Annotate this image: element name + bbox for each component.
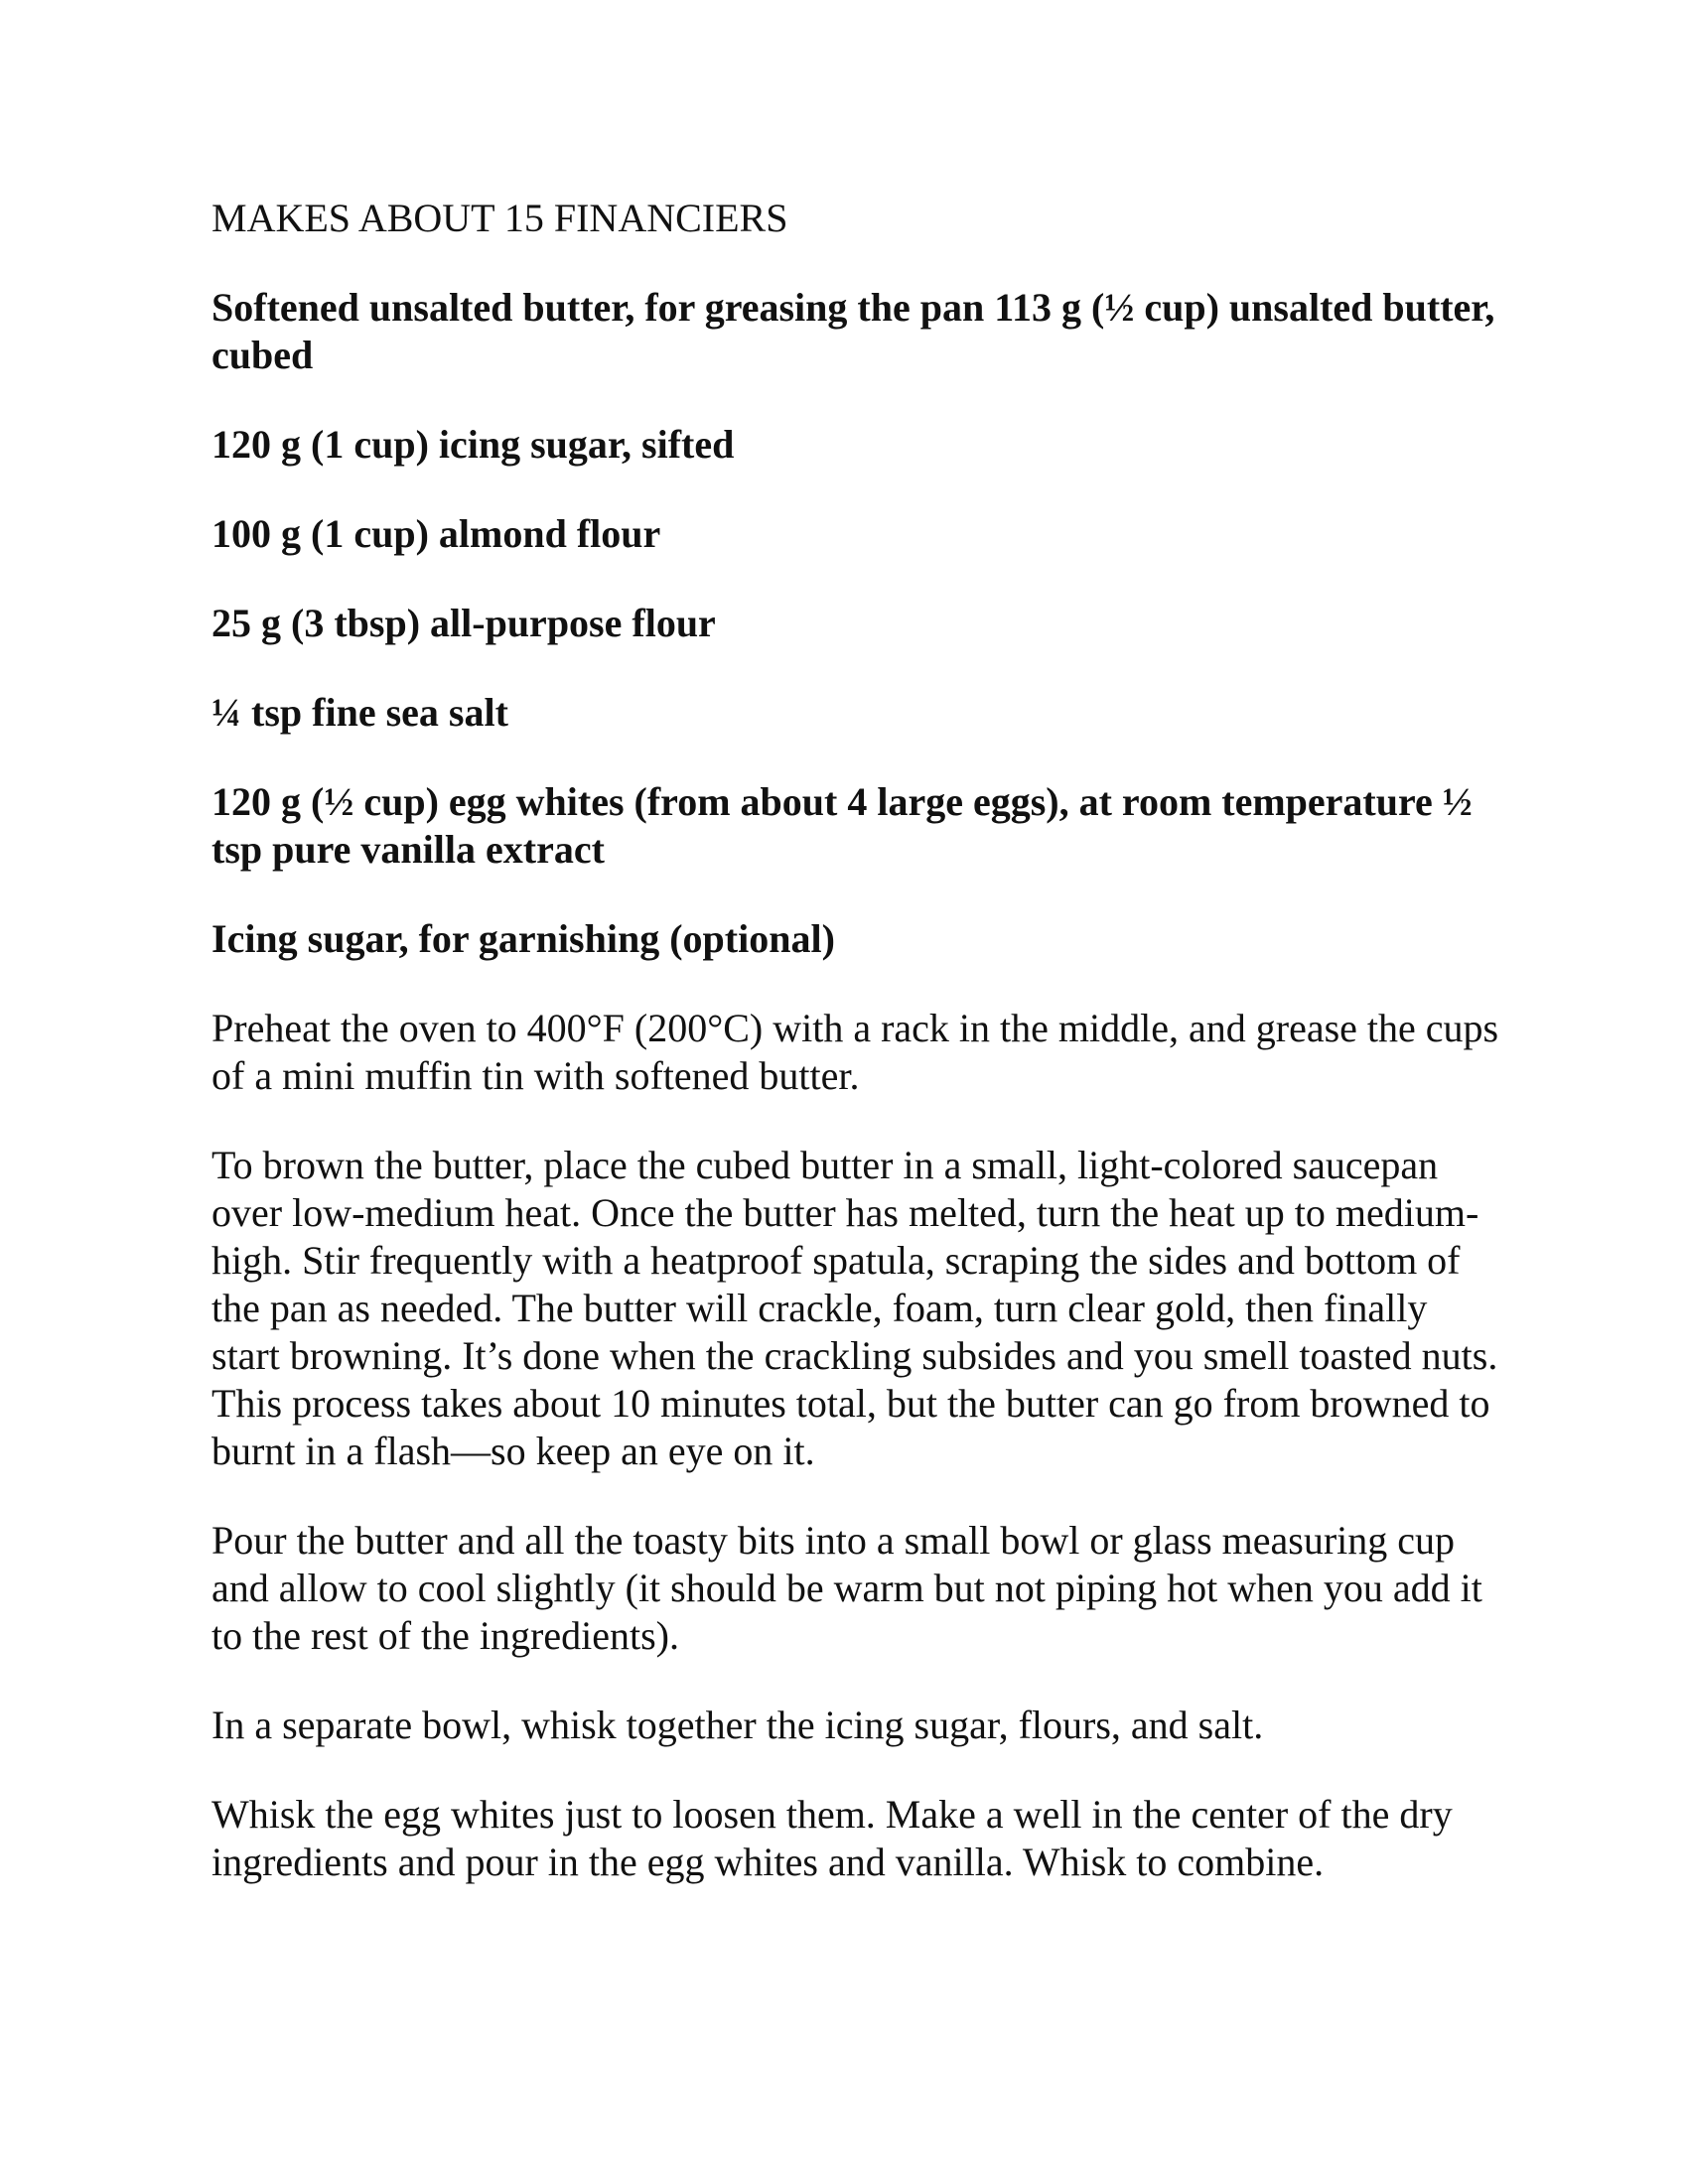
ingredient-item: ¼ tsp fine sea salt bbox=[211, 690, 508, 735]
recipe-page bbox=[211, 195, 1502, 1928]
ingredient-item: 120 g (1 cup) icing sugar, sifted bbox=[211, 422, 735, 467]
ingredient-item: Softened unsalted butter, for greasing the pan 113 g (½ cup) unsalted butter, cubed bbox=[211, 285, 1495, 377]
method-step: Preheat the oven to 400°F (200°C) with a rack in the middle, and grease the cups of a mini muffin tin with softened butter. bbox=[211, 1006, 1499, 1098]
ingredient-list bbox=[211, 284, 1502, 963]
method-step: Whisk the egg whites just to loosen them. Make a well in the center of the dry ingredients and pour in the egg whites and vanilla. Whisk to combine. bbox=[211, 1792, 1453, 1884]
ingredient-item: 120 g (½ cup) egg whites (from about 4 large eggs), at room temperature ½ tsp pure vanilla extract bbox=[211, 779, 1473, 872]
ingredient-item: Icing sugar, for garnishing (optional) bbox=[211, 916, 835, 961]
ingredient-item: 100 g (1 cup) almond flour bbox=[211, 511, 661, 556]
recipe-yield: MAKES ABOUT 15 FINANCIERS bbox=[211, 196, 788, 240]
method-step: To brown the butter, place the cubed butter in a small, light-colored saucepan over low-medium heat. Once the butter has melted, turn the heat up to medium-high. Stir frequently with a heatproof spatula, scraping the sides and bottom of the pan as needed. The butter will crackle, foam, turn clear gold, then finally start browning. It’s done when the crackling subsides and you smell toasted nuts. This process takes about 10 minutes total, but the butter can go from browned to burnt in a flash—so keep an eye on it. bbox=[211, 1143, 1498, 1473]
method-step: In a separate bowl, whisk together the icing sugar, flours, and salt. bbox=[211, 1703, 1264, 1747]
ingredient-item: 25 g (3 tbsp) all-purpose flour bbox=[211, 601, 716, 645]
method-step: Pour the butter and all the toasty bits into a small bowl or glass measuring cup and allow to cool slightly (it should be warm but not piping hot when you add it to the rest of the ingredients). bbox=[211, 1518, 1482, 1658]
method-steps bbox=[211, 1005, 1502, 1886]
